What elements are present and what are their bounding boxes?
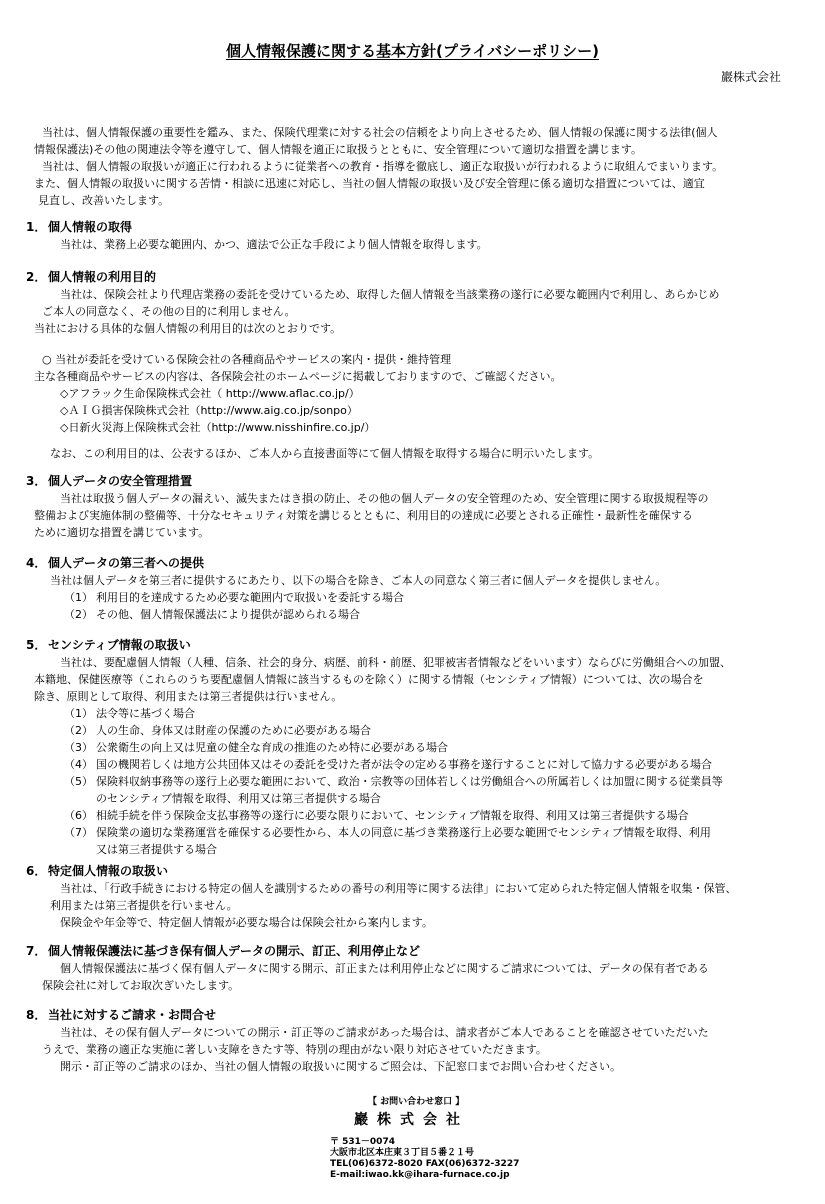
section-body: 当社は、保険会社より代理店業務の委託を受けているため、取得した個人情報を当該業務の遂行に必要な範囲内で利用し、あらかじめ — [60, 288, 720, 301]
intro-line: 見直し、改善いたします。 — [38, 194, 170, 207]
section-body: ために適切な措置を講じています。 — [34, 526, 210, 539]
section-body: 保険金や年金等で、特定個人情報が必要な場合は保険会社から案内します。 — [60, 916, 433, 929]
section-body: 当社は個人データを第三者に提供するにあたり、以下の場合を除き、ご本人の同意なく第三者に個人データを提供しません。 — [50, 574, 667, 587]
insurer-link[interactable]: ◇ＡＩＧ損害保険株式会社（http://www.aig.co.jp/sonpo） — [60, 404, 358, 417]
section-heading: 6． 特定個人情報の取扱い — [26, 864, 169, 878]
footer-company-name: 巖株式会社 — [354, 1112, 469, 1128]
contact-window — [330, 1095, 630, 1181]
section-1 — [26, 218, 804, 253]
list-item: （2） その他、個人情報保護法により提供が認められる場合 — [64, 608, 360, 621]
section-body: 除き、原則として取得、利用または第三者提供は行いません。 — [34, 690, 343, 703]
section-body: 当社は、業務上必要な範囲内、かつ、適法で公正な手段により個人情報を取得します。 — [60, 238, 488, 251]
section-body: 保険会社に対してお取次ぎいたします。 — [42, 979, 240, 992]
section-4 — [26, 554, 804, 623]
company-name: 巖株式会社 — [720, 70, 781, 84]
list-item: （6） 相続手続を伴う保険金支払事務等の遂行に必要な限りにおいて、センシティブ情報を取得、利用又は第三者提供する場合 — [64, 809, 689, 822]
postal-code: 〒 531－0074 — [330, 1137, 395, 1147]
section-body: 当社は、「行政手続きにおける特定の個人を識別するための番号の利用等に関する法律」において定められた特定個人情報を収集・保管、 — [60, 882, 737, 895]
section-body: 個人情報保護法に基づく保有個人データに関する開示、訂正または利用停止などに関するご請求については、データの保有者である — [60, 962, 709, 975]
list-item: （1） 利用目的を達成するため必要な範囲内で取扱いを委託する場合 — [64, 591, 404, 604]
section-body: ご本人の同意なく、その他の目的に利用しません。 — [42, 305, 296, 318]
list-item: （1） 法令等に基づく場合 — [64, 707, 195, 720]
intro-line: 当社は、個人情報の取扱いが適正に行われるように従業者への教育・指導を徹底し、適正な取扱いが行われるように取組んでまいります。 — [42, 160, 724, 173]
section-2 — [26, 268, 804, 462]
section-body: 開示・訂正等のご請求のほか、当社の個人情報の取扱いに関するご照会は、下記窓口までお問い合わせください。 — [60, 1060, 621, 1073]
section-heading: 1． 個人情報の取得 — [26, 220, 133, 234]
section-heading: 2． 個人情報の利用目的 — [26, 270, 157, 284]
section-note: なお、この利用目的は、公表するほか、ご本人から直接書面等にて個人情報を取得する場合に明示いたします。 — [50, 447, 600, 460]
section-5 — [26, 636, 804, 858]
section-body: 当社は、その保有個人データについての開示・訂正等のご請求があった場合は、請求者がご本人であることを確認させていただいた — [60, 1026, 709, 1039]
section-6 — [26, 862, 804, 931]
section-body: 本籍地、保健医療等（これらのうち要配慮個人情報に該当するものを除く）に関する情報（センシティブ情報）については、次の場合を — [34, 673, 704, 686]
list-item: （4） 国の機関若しくは地方公共団体又はその委託を受けた者が法令の定める事務を遂行することに対して協力する必要がある場合 — [64, 758, 712, 771]
insurer-link[interactable]: ◇アフラック生命保険株式会社（ http://www.aflac.co.jp/） — [60, 387, 360, 400]
section-heading: 3． 個人データの安全管理措置 — [26, 474, 193, 488]
address: 大阪市北区本庄東３丁目５番２１号 — [330, 1148, 475, 1158]
list-item: （5） 保険料収納事務等の遂行上必要な範囲において、政治・宗教等の団体若しくは労働組合への所属若しくは加盟に関する従業員等 — [64, 775, 723, 788]
section-heading: 8． 当社に対するご請求・お問合せ — [26, 1008, 217, 1022]
section-3 — [26, 472, 804, 541]
list-item: （3） 公衆衛生の向上又は児童の健全な育成の推進のため特に必要がある場合 — [64, 741, 448, 754]
purpose-item: ○ 当社が委託を受けている保険会社の各種商品やサービスの案内・提供・維持管理 — [42, 353, 452, 366]
section-7 — [26, 942, 804, 994]
section-body: 当社は取扱う個人データの漏えい、滅失またはき損の防止、その他の個人データの安全管理のため、安全管理に関する取扱規程等の — [60, 492, 709, 505]
intro — [34, 124, 804, 209]
section-8 — [26, 1006, 804, 1075]
section-heading: 4． 個人データの第三者への提供 — [26, 556, 205, 570]
contact-label: 【 お問い合わせ窓口 】 — [368, 1097, 465, 1107]
section-body: 利用または第三者提供を行いません。 — [50, 899, 238, 912]
list-item-continuation: 又は第三者提供する場合 — [96, 843, 217, 856]
section-heading: 5． センシティブ情報の取扱い — [26, 638, 191, 652]
list-item-continuation: のセンシティブ情報を取得、利用又は第三者提供する場合 — [96, 792, 381, 805]
insurer-link[interactable]: ◇日新火災海上保険株式会社（http://www.nisshinfire.co.jp/） — [60, 421, 376, 434]
page-title: 個人情報保護に関する基本方針(プライバシーポリシー) — [226, 42, 599, 60]
section-body: 当社における具体的な個人情報の利用目的は次のとおりです。 — [34, 322, 342, 335]
intro-line: また、個人情報の取扱いに関する苦情・相談に迅速に対応し、当社の個人情報の取扱い及び安全管理に係る適切な措置については、適宜 — [34, 177, 705, 190]
intro-line: 情報保護法)その他の関連法令等を遵守して、個人情報を適正に取扱うとともに、安全管理について適切な措置を講じます。 — [34, 143, 642, 156]
section-body: 整備および実施体制の整備等、十分なセキュリティ対策を講じるとともに、利用目的の達成に必要とされる正確性・最新性を確保する — [34, 509, 693, 522]
products-note: 主な各種商品やサービスの内容は、各保険会社のホームページに掲載しておりますので、ご確認ください。 — [34, 370, 562, 383]
list-item: （2） 人の生命、身体又は財産の保護のために必要がある場合 — [64, 724, 371, 737]
email-link[interactable]: E-mail:iwao.kk@ihara-furnace.co.jp — [330, 1170, 510, 1180]
list-item: （7） 保険業の適切な業務運営を確保する必要性から、本人の同意に基づき業務遂行上必要な範囲でセンシティブ情報を取得、利用 — [64, 826, 711, 839]
section-body: 当社は、要配慮個人情報（人種、信条、社会的身分、病歴、前科・前歴、犯罪被害者情報などをいいます）ならびに労働組合への加盟、 — [60, 656, 731, 669]
phone-fax: TEL(06)6372-8020 FAX(06)6372-3227 — [330, 1159, 520, 1169]
section-heading: 7． 個人情報保護法に基づき保有個人データの開示、訂正、利用停止など — [26, 944, 421, 958]
intro-line: 当社は、個人情報保護の重要性を鑑み、また、保険代理業に対する社会の信頼をより向上させるため、個人情報の保護に関する法律(個人 — [42, 126, 718, 139]
section-body: うえで、業務の適正な実施に著しい支障をきたす等、特別の理由がない限り対応させていただきます。 — [42, 1043, 547, 1056]
